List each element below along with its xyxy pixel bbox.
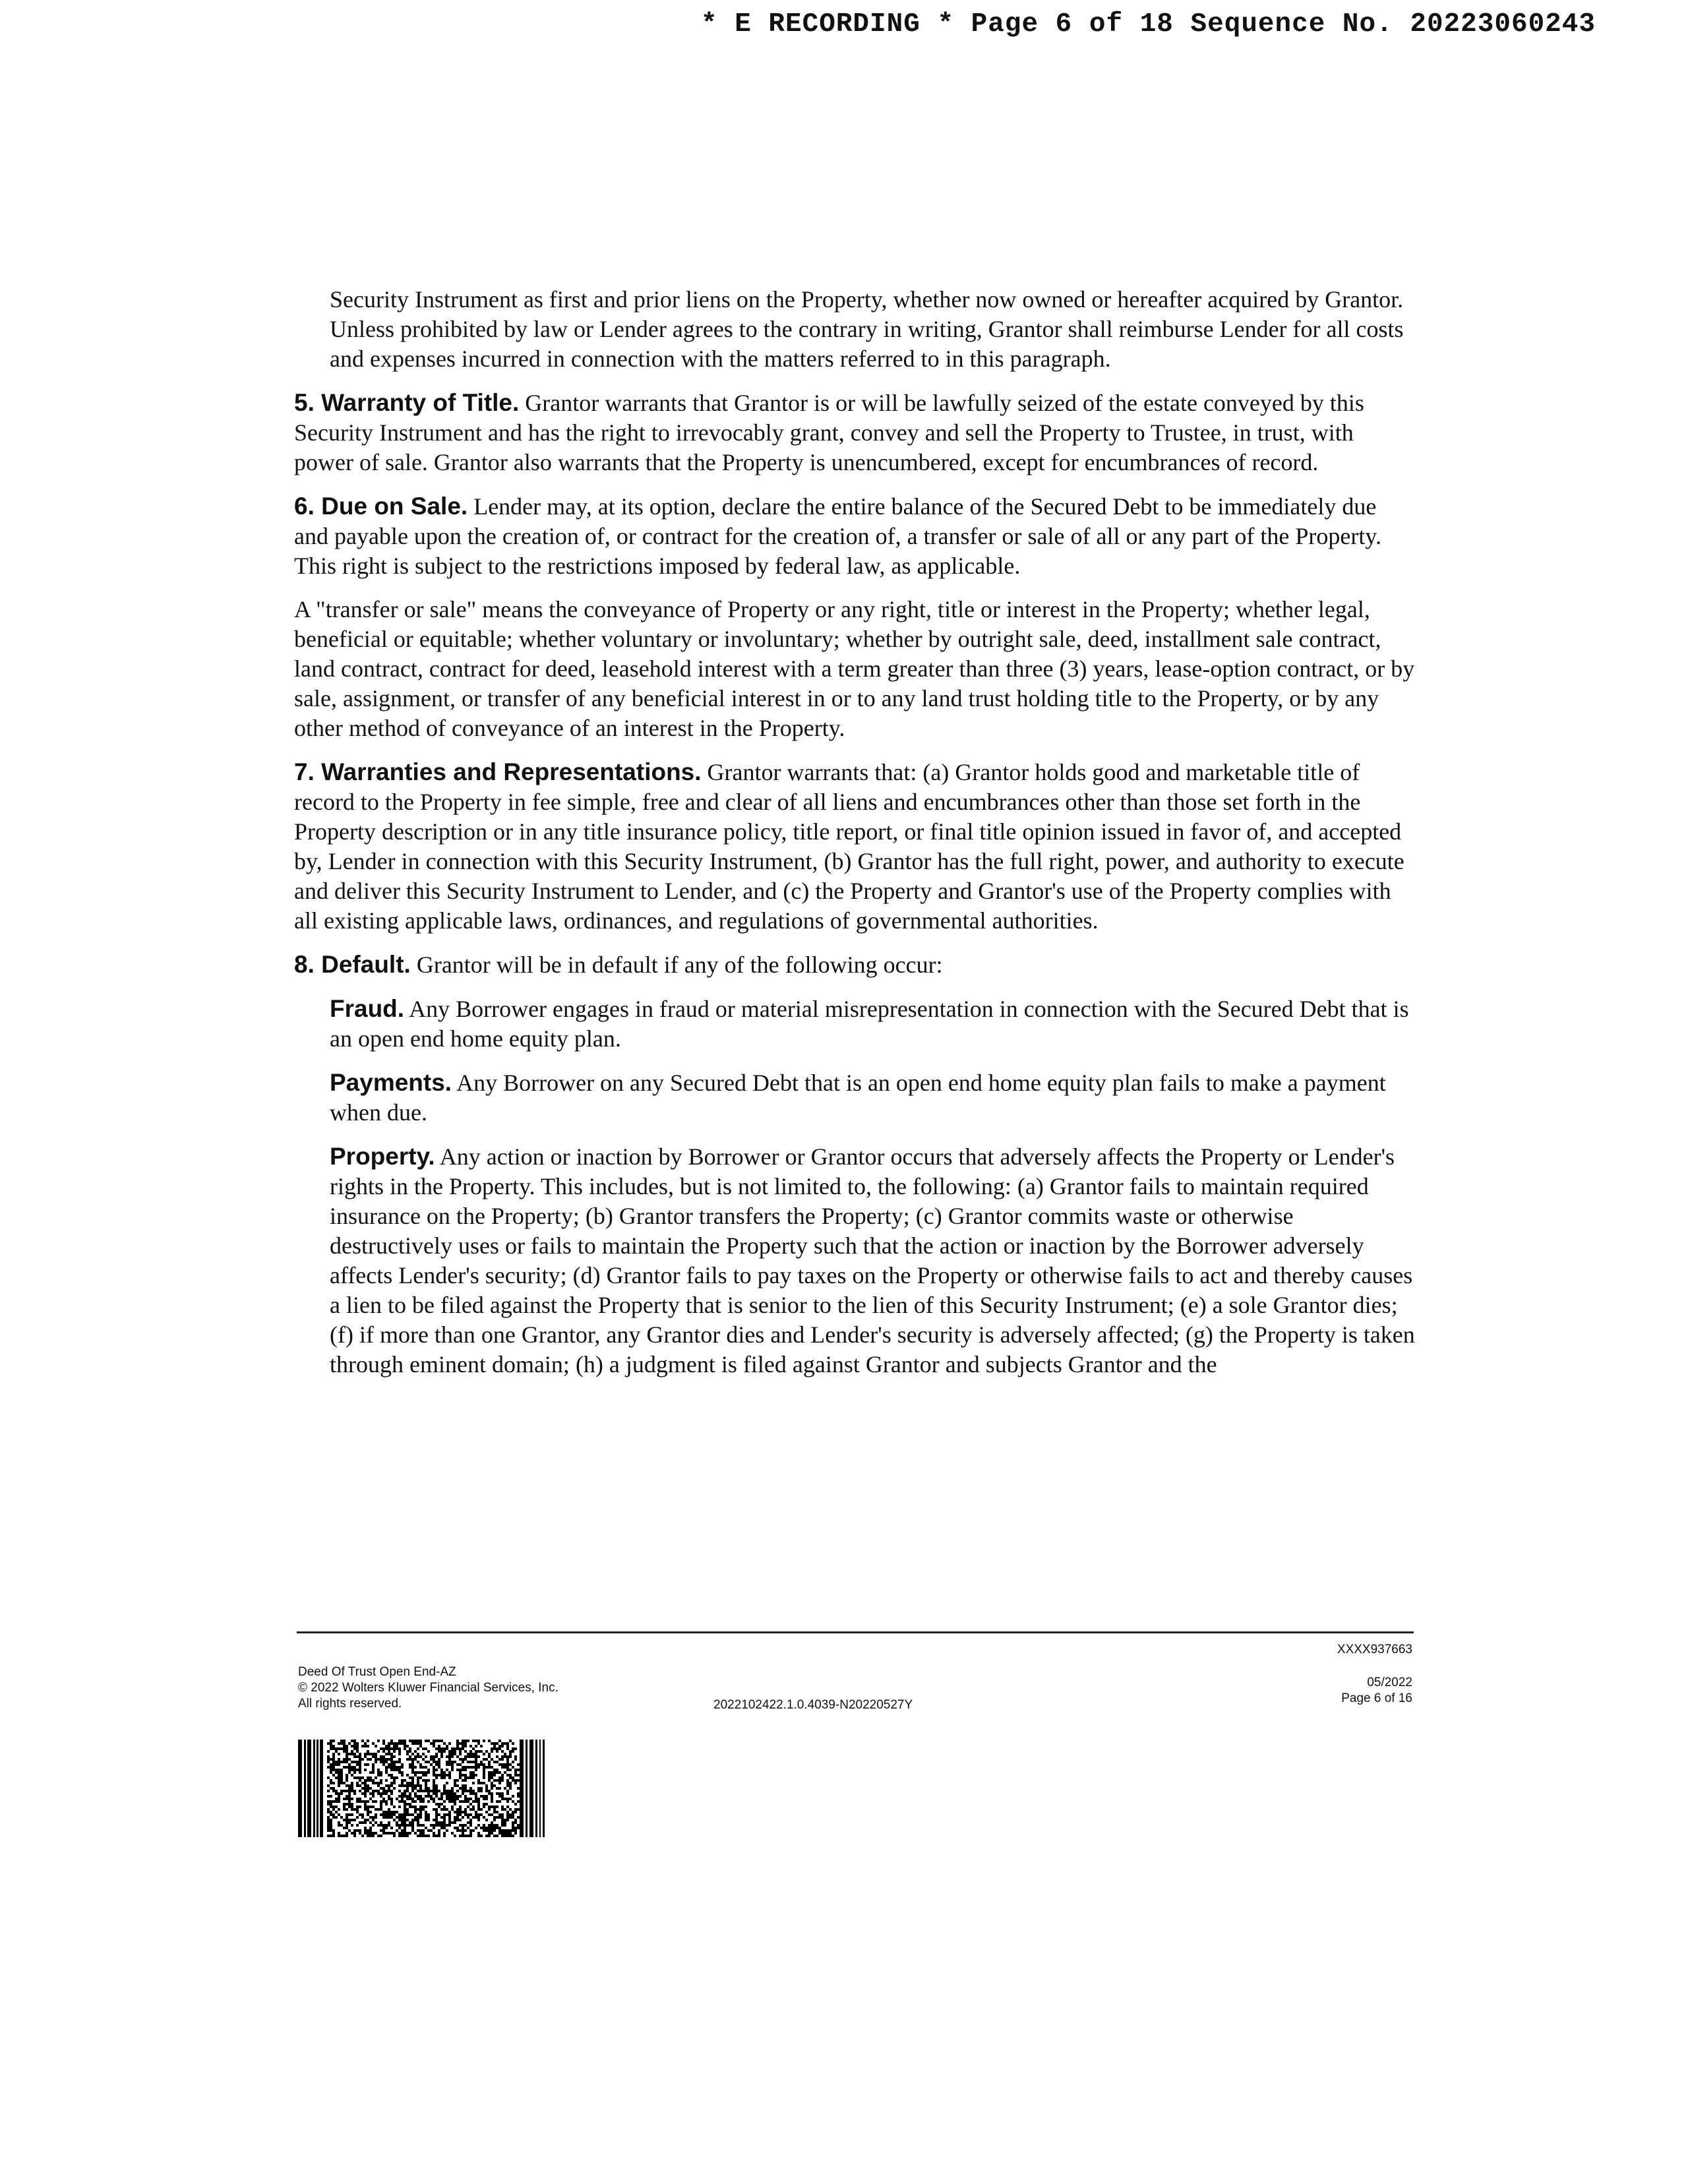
section-5-heading: 5. Warranty of Title. (294, 389, 520, 416)
document-body (294, 285, 1415, 1393)
default-property (330, 1141, 1415, 1380)
property-text: Any action or inaction by Borrower or Grantor occurs that adversely affects the Property or Lender's rights in the Property. This includes, but is not limited to, the following: (a) Grantor fails to maintain required insurance on the Property; (b) Grantor transfers the Property; (c) Grantor commits waste or otherwise destructively uses or fails to maintain the Property such that the action or inaction by the Borrower adversely affects Lender's security; (d) Grantor fails to pay taxes on the Property or otherwise fails to act and thereby causes a lien to be filed against the Property that is senior to the lien of this Security Instrument; (e) a sole Grantor dies; (f) if more than one Grantor, any Grantor dies and Lender's security is adversely affected; (g) the Property is taken through eminent domain; (h) a judgment is filed against Grantor and subjects Grantor and the (330, 1143, 1415, 1378)
section-8-text: Grantor will be in default if any of the following occur: (416, 952, 943, 978)
section-5-text: Grantor warrants that Grantor is or will be lawfully seized of the estate conveyed by this Security Instrument and has the right to irrevocably grant, convey and sell the Property to Trustee, in trust, with power of sale. Grantor also warrants that the Property is unencumbered, except for encumbrances of record. (294, 390, 1364, 475)
section-7 (294, 757, 1415, 936)
footer-form-name: Deed Of Trust Open End-AZ (298, 1665, 456, 1679)
section-6-text: Lender may, at its option, declare the entire balance of the Secured Debt to be immediately due and payable upon the creation of, or contract for the creation of, a transfer or sale of all or any part of the Property. This right is subject to the restrictions imposed by federal law, as applicable. (294, 493, 1381, 579)
recording-stamp: * E RECORDING * Page 6 of 18 Sequence No. 20223060243 (700, 9, 1596, 40)
default-payments (330, 1068, 1415, 1128)
footer-copyright: © 2022 Wolters Kluwer Financial Services, Inc. (298, 1681, 558, 1695)
footer-divider (297, 1631, 1414, 1633)
section-6-heading: 6. Due on Sale. (294, 493, 468, 520)
payments-text: Any Borrower on any Secured Debt that is an open end home equity plan fails to make a payment when due. (330, 1070, 1386, 1126)
section-6 (294, 491, 1415, 581)
footer-account-number: XXXX937663 (1337, 1643, 1412, 1656)
footer-form-date: 05/2022 (1367, 1676, 1412, 1689)
section-7-heading: 7. Warranties and Representations. (294, 758, 702, 785)
fraud-heading: Fraud. (330, 995, 405, 1022)
payments-heading: Payments. (330, 1069, 452, 1096)
footer-doc-code: 2022102422.1.0.4039-N20220527Y (713, 1698, 913, 1712)
paragraph-continuation: Security Instrument as first and prior liens on the Property, whether now owned or hereafter acquired by Grantor. Unless prohibited by law or Lender agrees to the contrary in writing, Grantor shall reimburse Lender for all costs and expenses incurred in connection with the matters referred to in this paragraph. (330, 286, 1404, 372)
section-8-heading: 8. Default. (294, 951, 411, 978)
property-heading: Property. (330, 1143, 435, 1170)
footer-page-number: Page 6 of 16 (1341, 1691, 1412, 1705)
section-5 (294, 388, 1415, 477)
fraud-text: Any Borrower engages in fraud or material misrepresentation in connection with the Secured Debt that is an open end home equity plan. (330, 996, 1409, 1052)
section-7-text: Grantor warrants that: (a) Grantor holds good and marketable title of record to the Property in fee simple, free and clear of all liens and encumbrances other than those set forth in the Property description or in any title insurance policy, title report, or final title opinion issued in favor of, and accepted by, Lender in connection with this Security Instrument, (b) Grantor has the full right, power, and authority to execute and deliver this Security Instrument to Lender, and (c) the Property and Grantor's use of the Property complies with all existing applicable laws, ordinances, and regulations of governmental authorities. (294, 759, 1404, 934)
section-6-transfer-definition: A "transfer or sale" means the conveyance of Property or any right, title or interest in the Property; whether legal, beneficial or equitable; whether voluntary or involuntary; whether by outright sale, deed, installment sale contract, land contract, contract for deed, leasehold interest with a term greater than three (3) years, lease-option contract, or by sale, assignment, or transfer of any beneficial interest in or to any land trust holding title to the Property, or by any other method of conveyance of an interest in the Property. (294, 596, 1415, 741)
pdf417-barcode (298, 1740, 545, 1837)
footer-rights: All rights reserved. (298, 1697, 402, 1711)
default-fraud (330, 994, 1415, 1054)
footer-form-info (298, 1664, 558, 1712)
footer-page-info (1337, 1642, 1412, 1707)
section-8 (294, 950, 1415, 980)
